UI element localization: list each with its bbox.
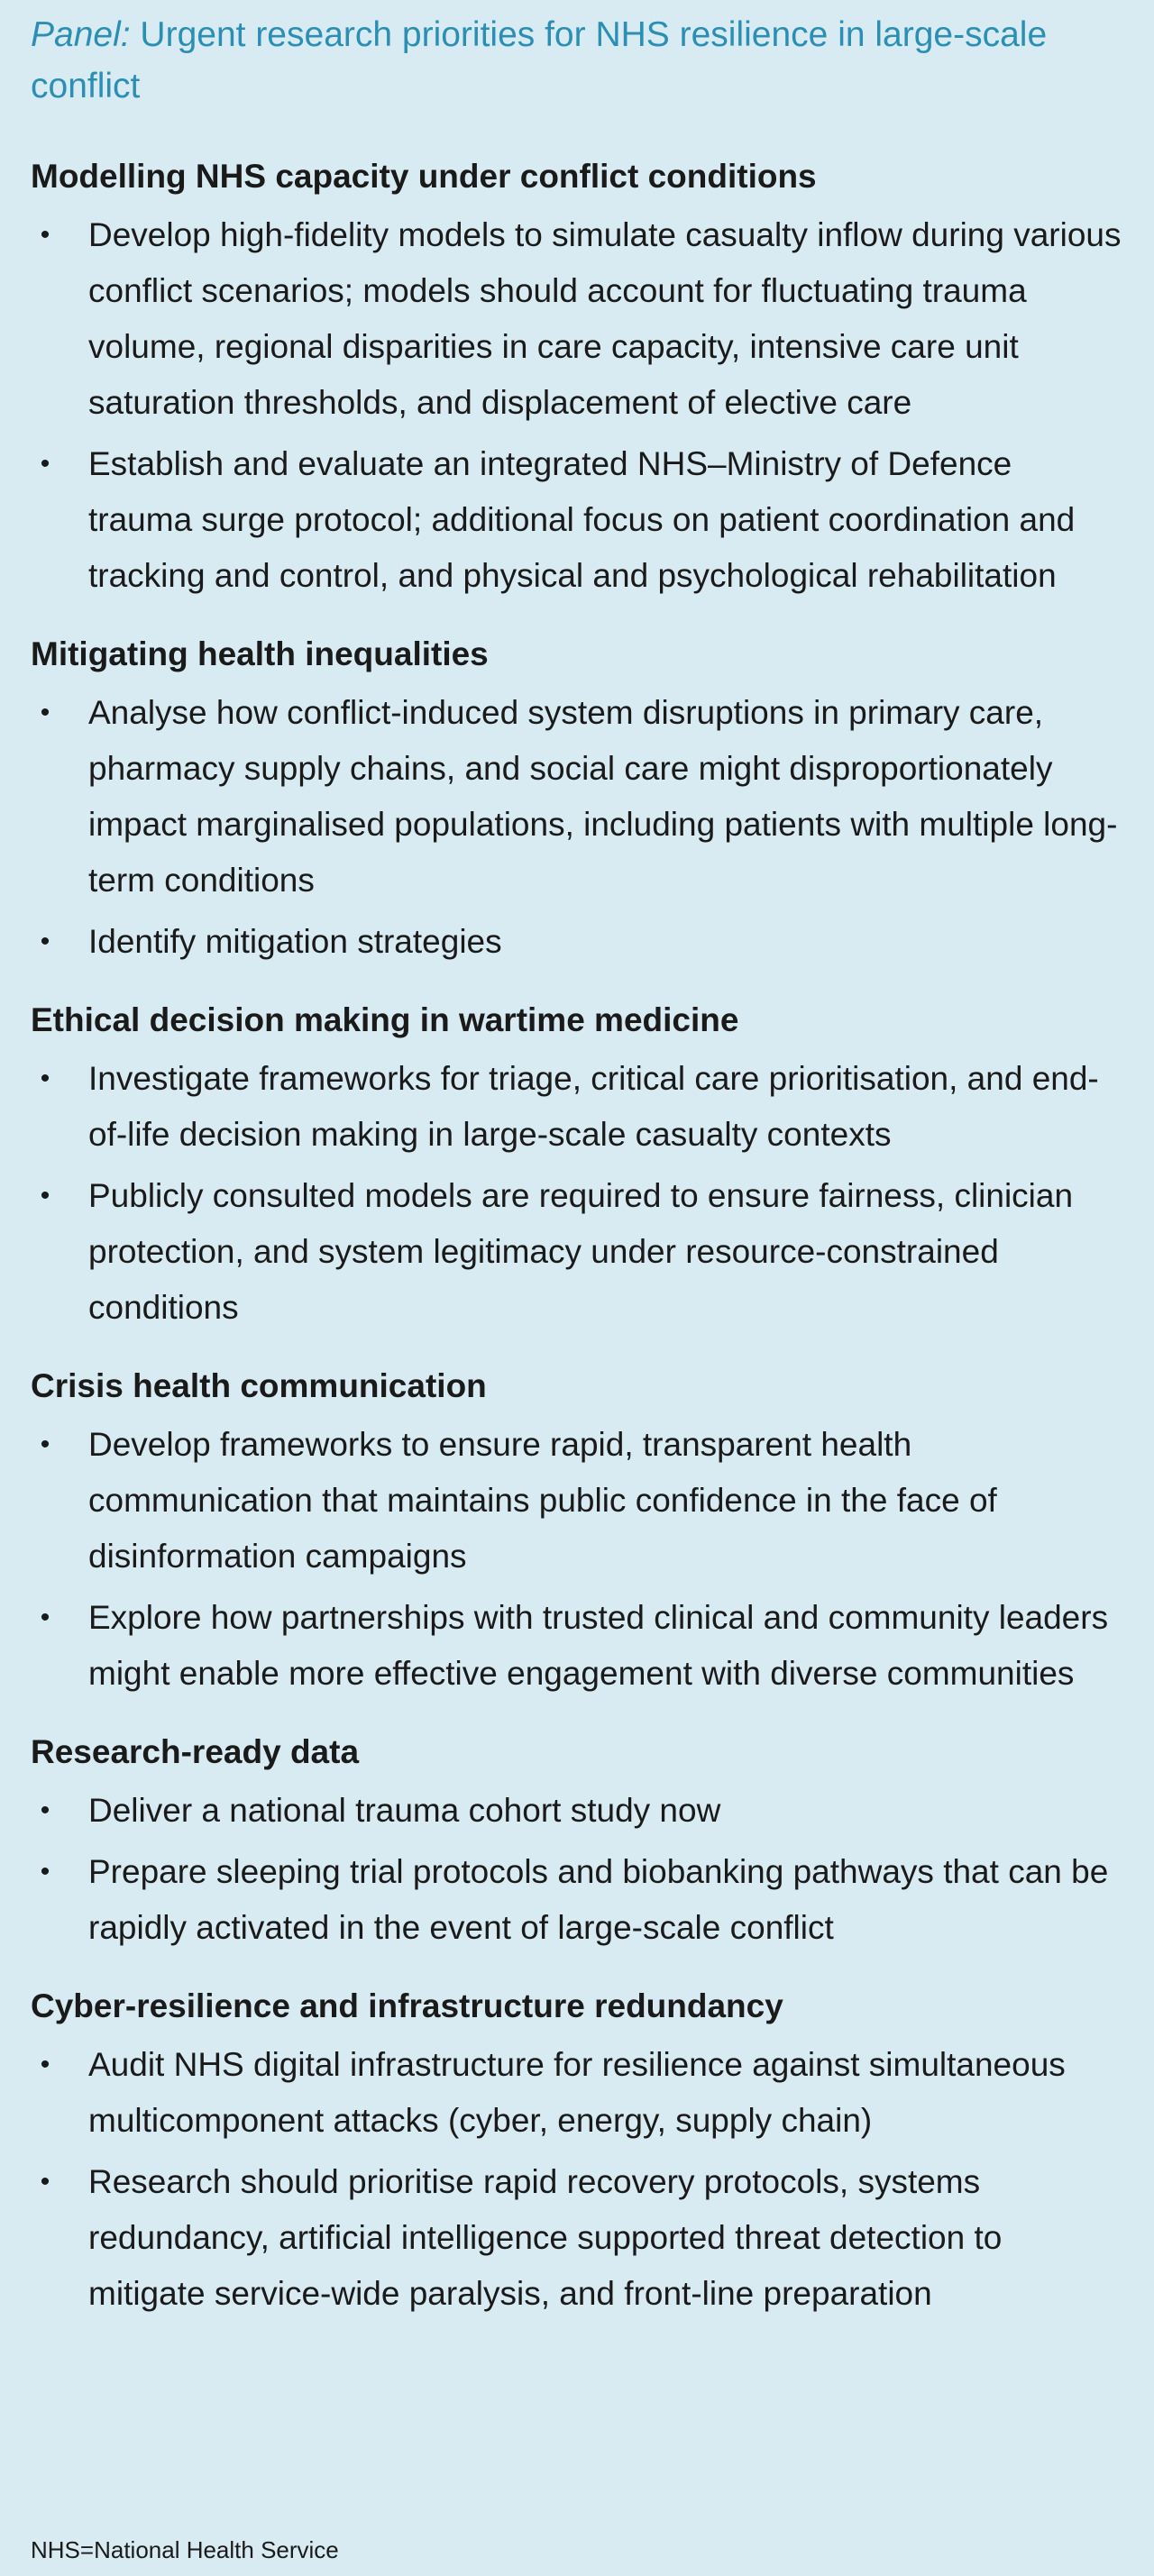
bullet-list (31, 207, 1122, 604)
panel-title-lead: Panel: (31, 15, 131, 54)
list-item-text: Identify mitigation strategies (88, 923, 502, 960)
bullet-icon: • (40, 1795, 50, 1825)
section-cyber-resilience (31, 1983, 1122, 2322)
section-heading: Crisis health communication (31, 1367, 487, 1404)
bullet-list (31, 1051, 1122, 1336)
list-item (31, 1783, 1122, 1839)
list-item (31, 207, 1122, 431)
list-item (31, 1168, 1122, 1336)
bullet-icon: • (40, 1430, 50, 1459)
bullet-list (31, 1417, 1122, 1702)
bullet-icon: • (40, 927, 50, 956)
list-item-text: Analyse how conflict-induced system disruptions in primary care, pharmacy supply chains, and social care might disproportionately impact marginalised populations, including patients with multiple long-term conditions (88, 694, 1118, 899)
bullet-list (31, 685, 1122, 970)
list-item (31, 914, 1122, 970)
bullet-list (31, 1783, 1122, 1956)
section-health-inequalities (31, 631, 1122, 970)
footnote-abbreviation: NHS=National Health Service (31, 2536, 339, 2563)
bullet-icon: • (40, 1857, 50, 1886)
list-item-text: Establish and evaluate an integrated NHS–Ministry of Defence trauma surge protocol; additional focus on patient coordination and tracking and control, and physical and psychological rehabilitation (88, 445, 1076, 594)
list-item-text: Deliver a national trauma cohort study now (88, 1792, 721, 1829)
section-heading: Cyber-resilience and infrastructure redundancy (31, 1987, 783, 2024)
bullet-icon: • (40, 1064, 50, 1093)
bullet-list (31, 2037, 1122, 2322)
panel-title (31, 0, 1122, 112)
bullet-icon: • (40, 2050, 50, 2079)
list-item-text: Publicly consulted models are required to ensure fairness, clinician protection, and system legitimacy under resource-constrained conditions (88, 1177, 1074, 1326)
list-item (31, 1844, 1122, 1956)
section-research-ready-data (31, 1729, 1122, 1956)
list-item (31, 2037, 1122, 2149)
bullet-icon: • (40, 1181, 50, 1210)
bullet-icon: • (40, 220, 50, 250)
list-item-text: Develop frameworks to ensure rapid, transparent health communication that maintains public confidence in the face of disinformation campaigns (88, 1426, 997, 1575)
list-item-text: Develop high-fidelity models to simulate casualty inflow during various conflict scenarios; models should account for fluctuating trauma volume, regional disparities in care capacity, intensive care unit saturation thresholds, and displacement of elective care (88, 216, 1122, 421)
bullet-icon: • (40, 449, 50, 479)
list-item (31, 1051, 1122, 1163)
list-item (31, 436, 1122, 604)
bullet-icon: • (40, 1603, 50, 1632)
list-item-text: Investigate frameworks for triage, critical care prioritisation, and end-of-life decision making in large-scale casualty contexts (88, 1060, 1099, 1153)
section-heading: Research-ready data (31, 1733, 360, 1770)
list-item-text: Audit NHS digital infrastructure for resilience against simultaneous multicomponent attacks (cyber, energy, supply chain) (88, 2046, 1066, 2139)
section-heading: Modelling NHS capacity under conflict conditions (31, 158, 817, 195)
panel-title-text: Urgent research priorities for NHS resilience in large-scale conflict (31, 15, 1048, 105)
list-item (31, 1590, 1122, 1702)
section-modelling-capacity (31, 153, 1122, 604)
section-heading: Ethical decision making in wartime medicine (31, 1001, 739, 1038)
bullet-icon: • (40, 698, 50, 727)
section-ethical-decision-making (31, 997, 1122, 1336)
list-item-text: Research should prioritise rapid recovery protocols, systems redundancy, artificial intelligence supported threat detection to mitigate service-wide paralysis, and front-line preparation (88, 2163, 1003, 2312)
list-item (31, 1417, 1122, 1585)
section-crisis-communication (31, 1363, 1122, 1702)
list-item (31, 2154, 1122, 2322)
section-heading: Mitigating health inequalities (31, 635, 489, 672)
bullet-icon: • (40, 2167, 50, 2197)
list-item (31, 685, 1122, 909)
list-item-text: Prepare sleeping trial protocols and biobanking pathways that can be rapidly activated in the event of large-scale conflict (88, 1853, 1109, 1946)
list-item-text: Explore how partnerships with trusted clinical and community leaders might enable more effective engagement with diverse communities (88, 1599, 1109, 1692)
